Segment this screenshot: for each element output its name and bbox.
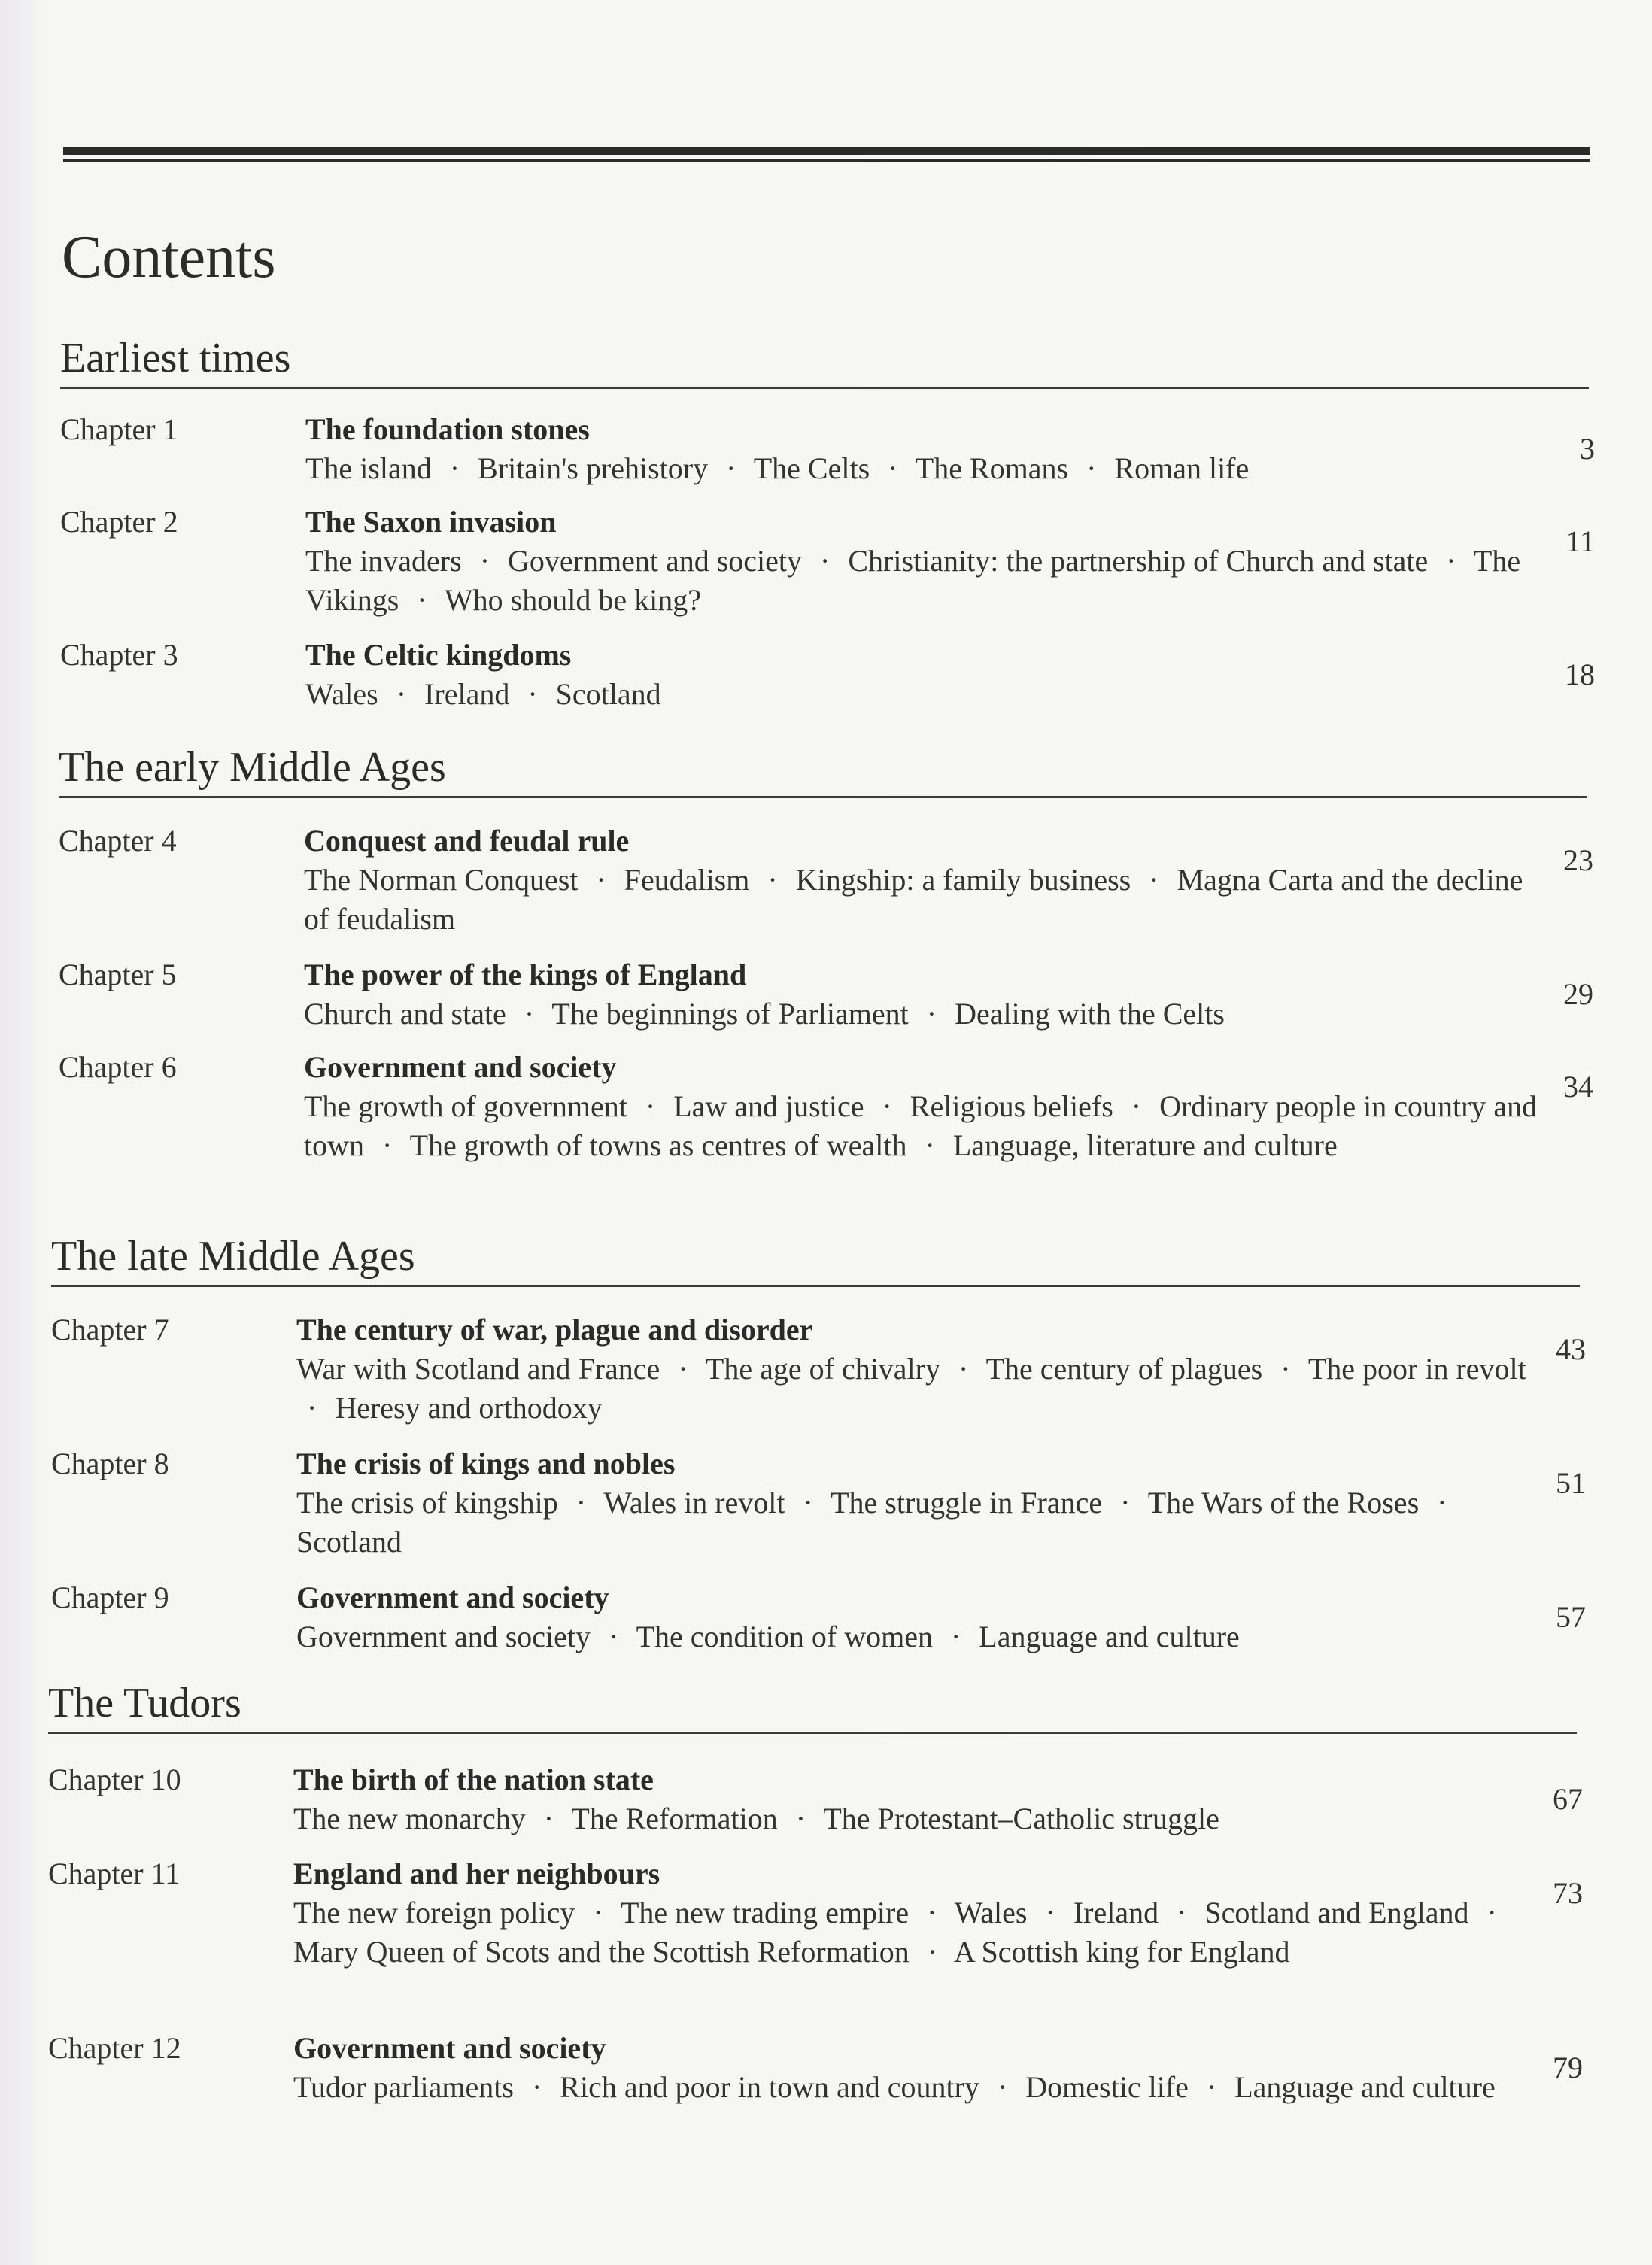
chapter-label: Chapter 6 (59, 1050, 177, 1084)
topic-separator: · (543, 1802, 554, 1835)
topic-separator: · (645, 1089, 656, 1123)
topic-separator: · (531, 2070, 542, 2104)
topic-separator: · (1120, 1486, 1131, 1520)
section (51, 1235, 1586, 1287)
page-title: Contents (62, 224, 276, 290)
chapter-label: Chapter 9 (51, 1580, 169, 1614)
topic-separator: · (1446, 544, 1456, 578)
chapter-title: The Celtic kingdoms (305, 638, 572, 672)
topic: Scotland and England (1204, 1896, 1469, 1930)
topic: Dealing with the Celts (955, 997, 1225, 1031)
topic-separator: · (396, 677, 407, 711)
topic: Kingship: a family business (795, 863, 1131, 897)
chapter-topics (305, 542, 1539, 620)
chapter-topics (304, 861, 1538, 939)
chapter-topics (304, 1087, 1538, 1165)
chapter-topics (305, 449, 1539, 488)
topic-separator: · (950, 1620, 961, 1653)
topic: The Reformation (571, 1802, 778, 1835)
chapter-title: Government and society (304, 1050, 617, 1084)
topic: Wales (305, 677, 378, 711)
page-number: 73 (1553, 1876, 1583, 1910)
topic-separator: · (593, 1896, 603, 1930)
page-number: 34 (1563, 1070, 1593, 1104)
page-number: 29 (1563, 977, 1593, 1011)
chapter-topics (305, 675, 1539, 714)
topic-separator: · (1486, 1896, 1497, 1930)
section-title: The early Middle Ages (59, 744, 446, 791)
topic: Who should be king? (444, 583, 701, 617)
topic: The crisis of kingship (296, 1486, 558, 1520)
page-number: 57 (1556, 1600, 1586, 1634)
chapter-title: The century of war, plague and disorder (296, 1313, 813, 1347)
chapter-topics (293, 2068, 1527, 2107)
chapter-label: Chapter 4 (59, 824, 177, 858)
topic: Government and society (508, 544, 803, 578)
topic-separator: · (726, 451, 736, 485)
topic-separator: · (803, 1486, 813, 1520)
section-title: The Tudors (48, 1680, 241, 1726)
chapter-label: Chapter 8 (51, 1447, 169, 1480)
chapter-label: Chapter 3 (60, 638, 178, 672)
topic-separator: · (678, 1352, 688, 1386)
top-rule (63, 147, 1590, 155)
section (59, 746, 1593, 798)
topic: Government and society (296, 1620, 591, 1653)
section-rule (59, 796, 1587, 798)
topic: Ireland (1073, 1896, 1159, 1930)
topic: Wales (954, 1896, 1028, 1930)
topic: Feudalism (624, 863, 750, 897)
section-rule (48, 1732, 1577, 1734)
topic: The new monarchy (293, 1802, 526, 1835)
topic-separator: · (307, 1391, 317, 1425)
topic: The Protestant–Catholic struggle (823, 1802, 1219, 1835)
topic: Mary Queen of Scots and the Scottish Reformation (293, 1935, 910, 1969)
chapter-title: The foundation stones (305, 412, 590, 446)
topic-separator: · (1131, 1089, 1142, 1123)
topic: The new foreign policy (293, 1896, 575, 1930)
chapter-label: Chapter 11 (48, 1857, 181, 1890)
topic-separator: · (1086, 451, 1097, 485)
topic: Magna Carta and the decline of feudalism (304, 863, 1523, 936)
topic: The age of chivalry (705, 1352, 940, 1386)
topic: The Wars of the Roses (1147, 1486, 1420, 1520)
topic-separator: · (958, 1352, 969, 1386)
topic: Ireland (424, 677, 510, 711)
page-number: 79 (1553, 2051, 1583, 2084)
section-title: Earliest times (60, 335, 291, 381)
chapter-title: Conquest and feudal rule (304, 824, 630, 858)
chapter-label: Chapter 10 (48, 1763, 181, 1796)
topic: The struggle in France (831, 1486, 1103, 1520)
topic: Christianity: the partnership of Church and state (848, 544, 1429, 578)
chapter-label: Chapter 2 (60, 505, 178, 539)
topic-separator: · (1045, 1896, 1055, 1930)
topic: Language and culture (979, 1620, 1240, 1653)
topic-separator: · (888, 451, 898, 485)
chapter-title: Government and society (296, 1580, 609, 1614)
section (60, 337, 1595, 389)
topic-separator: · (795, 1802, 806, 1835)
topic-separator: · (767, 863, 778, 897)
topic: The Celts (753, 451, 870, 485)
topic: The poor in revolt (1307, 1352, 1526, 1386)
topic: The century of plagues (985, 1352, 1263, 1386)
page-number: 51 (1556, 1466, 1586, 1500)
topic: Scotland (555, 677, 661, 711)
chapter-topics (304, 994, 1538, 1034)
section-rule (60, 387, 1589, 389)
topic-separator: · (479, 544, 490, 578)
topic-separator: · (575, 1486, 587, 1520)
topic: The condition of women (636, 1620, 933, 1653)
chapter-topics (296, 1617, 1530, 1656)
topic-separator: · (1177, 1896, 1187, 1930)
chapter-label: Chapter 7 (51, 1313, 169, 1347)
topic: Ordinary people in country and town (304, 1089, 1538, 1162)
topic-separator: · (417, 583, 427, 617)
chapter-title: England and her neighbours (293, 1857, 660, 1890)
topic: Scotland (296, 1525, 402, 1559)
topic-separator: · (1437, 1486, 1447, 1520)
chapter-topics (293, 1893, 1527, 1972)
topic-separator: · (596, 863, 606, 897)
topic: Church and state (304, 997, 506, 1031)
topic: The growth of government (304, 1089, 627, 1123)
page-number: 67 (1553, 1782, 1583, 1816)
section-title: The late Middle Ages (51, 1233, 415, 1280)
topic-separator: · (1206, 2070, 1217, 2104)
topic-separator: · (927, 1896, 937, 1930)
topic: The beginnings of Parliament (551, 997, 909, 1031)
section (48, 1682, 1583, 1734)
chapter-title: The birth of the nation state (293, 1763, 654, 1796)
topic-separator: · (882, 1089, 892, 1123)
page-number: 23 (1563, 843, 1593, 877)
topic-separator: · (1149, 863, 1159, 897)
chapter-label: Chapter 12 (48, 2031, 181, 2065)
chapter-topics (293, 1799, 1527, 1838)
topic-separator: · (382, 1128, 393, 1162)
chapter-label: Chapter 1 (60, 412, 178, 446)
topic: Roman life (1114, 451, 1250, 485)
page-number: 3 (1580, 432, 1595, 466)
topic-separator: · (527, 677, 538, 711)
topic: Language, literature and culture (952, 1128, 1338, 1162)
topic-separator: · (1280, 1352, 1291, 1386)
topic: The invaders (305, 544, 462, 578)
chapter-topics (296, 1483, 1530, 1562)
topic-separator: · (997, 2070, 1008, 2104)
topic: The new trading empire (620, 1896, 910, 1930)
topic: The Romans (915, 451, 1069, 485)
topic-separator: · (609, 1620, 619, 1653)
topic: Language and culture (1234, 2070, 1496, 2104)
topic: Heresy and orthodoxy (335, 1391, 603, 1425)
page-number: 18 (1565, 657, 1595, 691)
topic: Tudor parliaments (293, 2070, 514, 2104)
page-number: 11 (1565, 524, 1595, 558)
topic: The Vikings (305, 544, 1521, 617)
chapter-title: The Saxon invasion (305, 505, 557, 539)
topic: War with Scotland and France (296, 1352, 660, 1386)
topic-separator: · (926, 997, 937, 1031)
topic-separator: · (449, 451, 460, 485)
chapter-title: The crisis of kings and nobles (296, 1447, 676, 1480)
top-rule-thin (63, 159, 1590, 162)
chapter-title: The power of the kings of England (304, 958, 747, 991)
page-number: 43 (1556, 1332, 1586, 1366)
section-rule (51, 1285, 1580, 1287)
topic: Religious beliefs (910, 1089, 1113, 1123)
topic-separator: · (820, 544, 831, 578)
topic: Domestic life (1025, 2070, 1189, 2104)
topic: Rich and poor in town and country (560, 2070, 979, 2104)
topic: Law and justice (673, 1089, 864, 1123)
topic: Wales in revolt (603, 1486, 785, 1520)
topic-separator: · (925, 1128, 935, 1162)
chapter-topics (296, 1350, 1530, 1428)
topic: The island (305, 451, 432, 485)
chapter-label: Chapter 5 (59, 958, 177, 991)
topic: The growth of towns as centres of wealth (409, 1128, 907, 1162)
topic: Britain's prehistory (478, 451, 709, 485)
topic: A Scottish king for England (953, 1935, 1290, 1969)
topic-separator: · (524, 997, 535, 1031)
chapter-title: Government and society (293, 2031, 606, 2065)
topic-separator: · (927, 1935, 938, 1969)
topic: The Norman Conquest (304, 863, 579, 897)
